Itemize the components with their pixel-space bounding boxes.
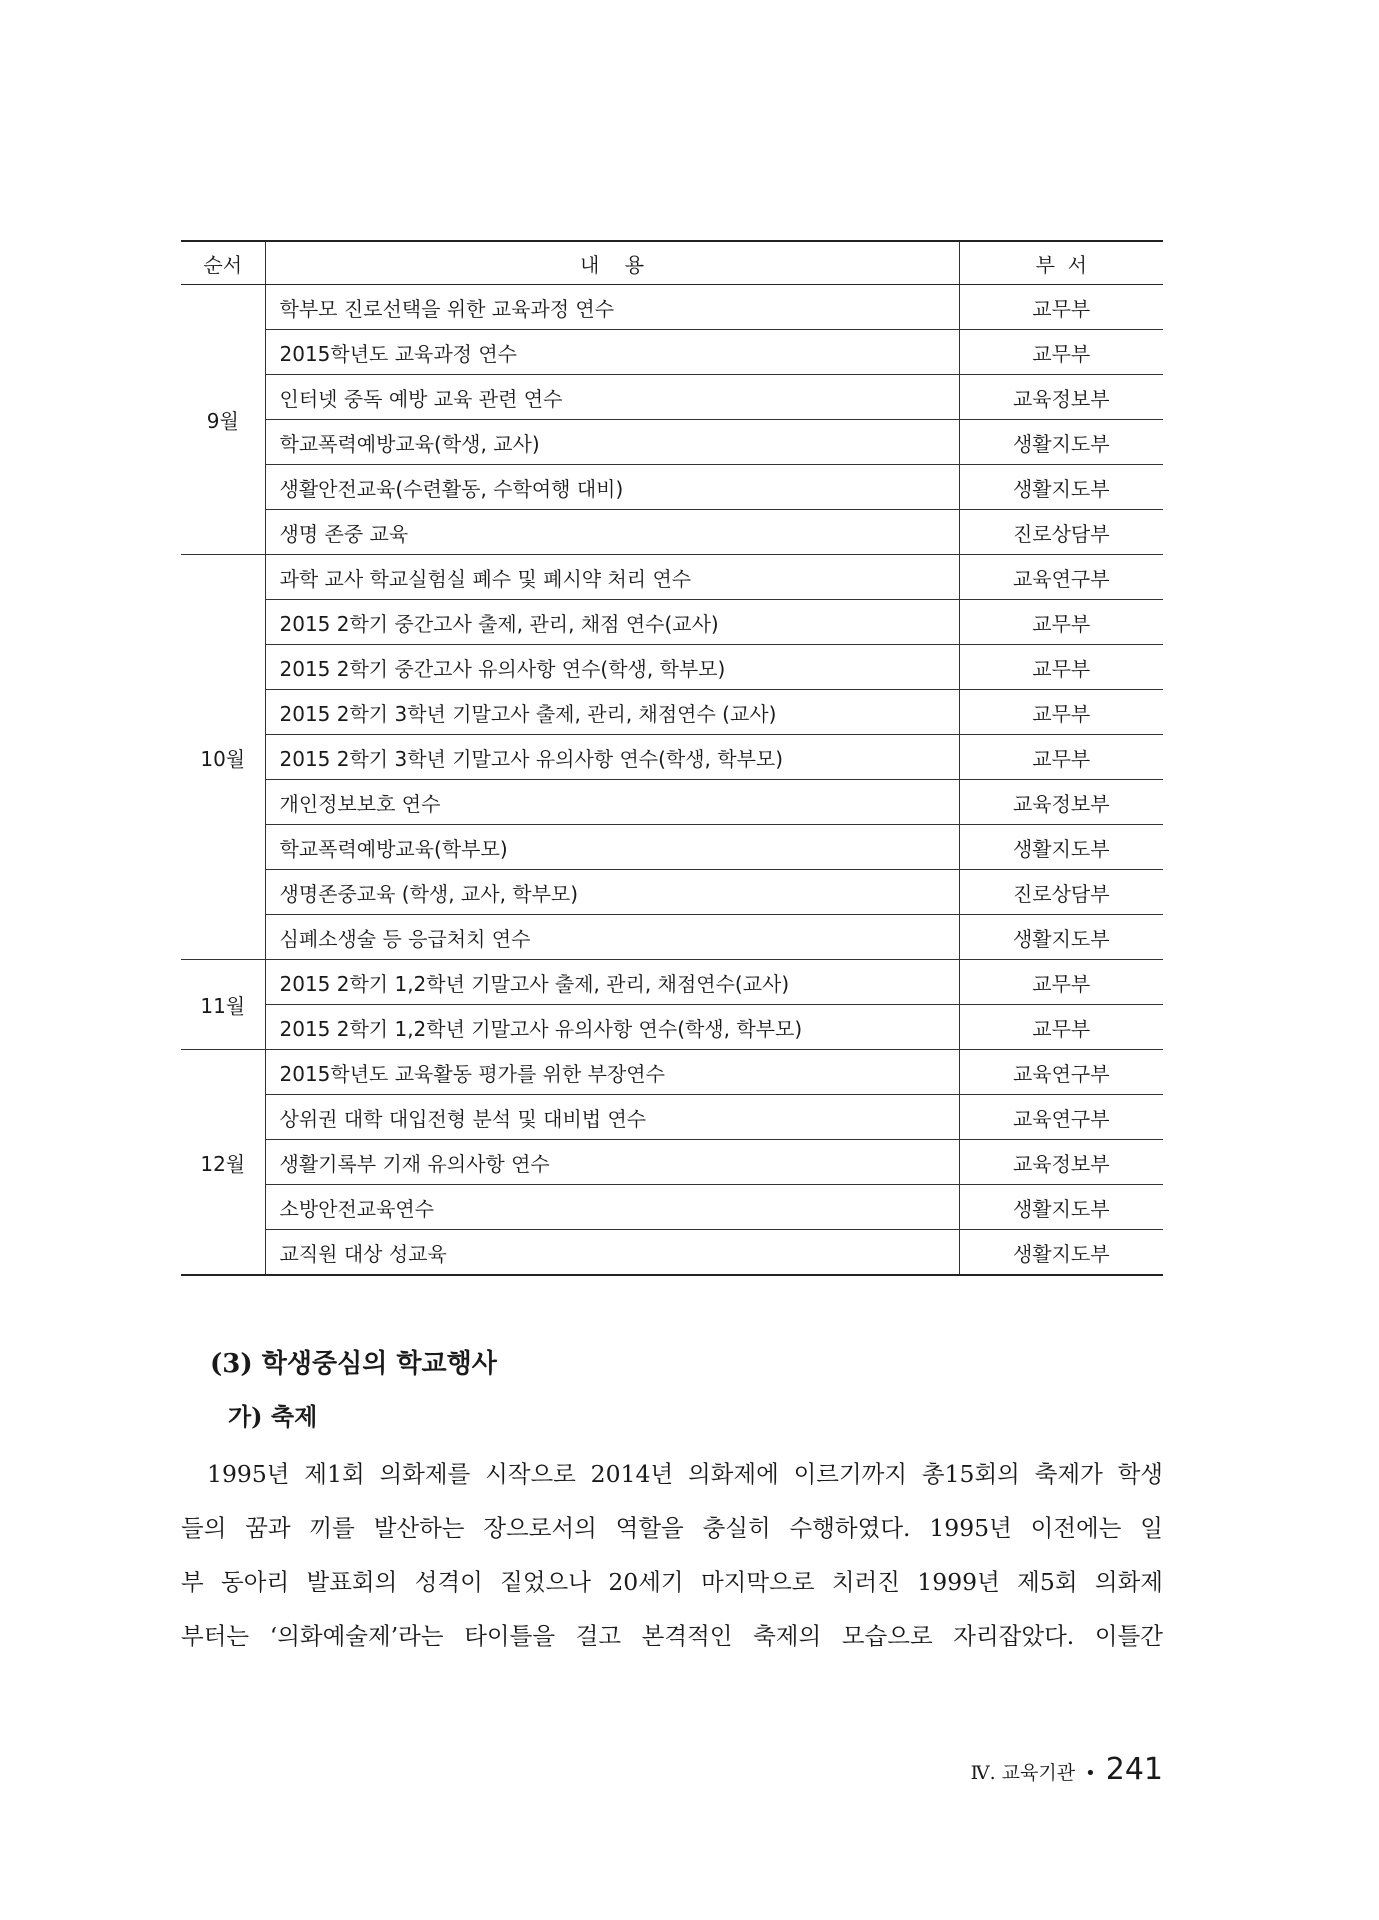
content-cell: 2015 2학기 3학년 기말고사 출제, 관리, 채점연수 (교사) <box>265 690 959 735</box>
header-dept: 부 서 <box>959 241 1163 285</box>
dept-cell: 교육연구부 <box>959 555 1163 600</box>
dept-cell: 교무부 <box>959 690 1163 735</box>
content-cell: 심폐소생술 등 응급처치 연수 <box>265 915 959 960</box>
month-cell: 12월 <box>181 1050 265 1276</box>
table-row <box>181 1050 1163 1095</box>
dept-cell: 교무부 <box>959 735 1163 780</box>
table-row <box>181 825 1163 870</box>
body-paragraph <box>181 1447 1163 1663</box>
content-cell: 과학 교사 학교실험실 폐수 및 폐시약 처리 연수 <box>265 555 959 600</box>
content-cell: 생활안전교육(수련활동, 수학여행 대비) <box>265 465 959 510</box>
content-cell: 학교폭력예방교육(학부모) <box>265 825 959 870</box>
dept-cell: 교무부 <box>959 645 1163 690</box>
table-row <box>181 330 1163 375</box>
dept-cell: 교육연구부 <box>959 1095 1163 1140</box>
month-cell: 11월 <box>181 960 265 1050</box>
page-footer <box>971 1752 1163 1787</box>
table-row <box>181 870 1163 915</box>
table-header-row <box>181 241 1163 285</box>
content-cell: 상위권 대학 대입전형 분석 및 대비법 연수 <box>265 1095 959 1140</box>
paragraph-line: 1995년 제1회 의화제를 시작으로 2014년 의화제에 이르기까지 총15회의 축제가 학생 <box>207 1460 1163 1488</box>
table-row <box>181 1005 1163 1050</box>
table-row <box>181 285 1163 330</box>
content-cell: 학교폭력예방교육(학생, 교사) <box>265 420 959 465</box>
dept-cell: 교무부 <box>959 960 1163 1005</box>
table-row <box>181 555 1163 600</box>
content-cell: 2015학년도 교육활동 평가를 위한 부장연수 <box>265 1050 959 1095</box>
table-row <box>181 735 1163 780</box>
footer-separator: • <box>1085 1763 1096 1784</box>
content-cell: 2015 2학기 3학년 기말고사 유의사항 연수(학생, 학부모) <box>265 735 959 780</box>
dept-cell: 생활지도부 <box>959 1185 1163 1230</box>
table-row <box>181 960 1163 1005</box>
dept-cell: 교육연구부 <box>959 1050 1163 1095</box>
table-row <box>181 375 1163 420</box>
schedule-body <box>181 285 1163 1276</box>
dept-cell: 교무부 <box>959 285 1163 330</box>
section-heading: (3) 학생중심의 학교행사 <box>210 1349 497 1379</box>
table-row <box>181 600 1163 645</box>
footer-chapter: Ⅳ. 교육기관 <box>970 1762 1076 1784</box>
table-row <box>181 420 1163 465</box>
content-cell: 소방안전교육연수 <box>265 1185 959 1230</box>
dept-cell: 진로상담부 <box>959 870 1163 915</box>
content-cell: 2015학년도 교육과정 연수 <box>265 330 959 375</box>
month-cell: 10월 <box>181 555 265 960</box>
month-cell: 9월 <box>181 285 265 555</box>
content-cell: 2015 2학기 중간고사 유의사항 연수(학생, 학부모) <box>265 645 959 690</box>
content-cell: 2015 2학기 1,2학년 기말고사 출제, 관리, 채점연수(교사) <box>265 960 959 1005</box>
dept-cell: 생활지도부 <box>959 465 1163 510</box>
content-cell: 교직원 대상 성교육 <box>265 1230 959 1276</box>
dept-cell: 생활지도부 <box>959 825 1163 870</box>
table-row <box>181 690 1163 735</box>
header-content: 내 용 <box>265 241 959 285</box>
content-cell: 생활기록부 기재 유의사항 연수 <box>265 1140 959 1185</box>
dept-cell: 생활지도부 <box>959 420 1163 465</box>
content-cell: 2015 2학기 1,2학년 기말고사 유의사항 연수(학생, 학부모) <box>265 1005 959 1050</box>
dept-cell: 교육정보부 <box>959 1140 1163 1185</box>
table-row <box>181 780 1163 825</box>
dept-cell: 교무부 <box>959 600 1163 645</box>
dept-cell: 생활지도부 <box>959 915 1163 960</box>
content-cell: 학부모 진로선택을 위한 교육과정 연수 <box>265 285 959 330</box>
page-number: 241 <box>1105 1752 1163 1787</box>
content-cell: 생명존중교육 (학생, 교사, 학부모) <box>265 870 959 915</box>
table-row <box>181 1185 1163 1230</box>
content-cell: 생명 존중 교육 <box>265 510 959 555</box>
header-order: 순서 <box>181 241 265 285</box>
content-cell: 2015 2학기 중간고사 출제, 관리, 채점 연수(교사) <box>265 600 959 645</box>
table-row <box>181 915 1163 960</box>
dept-cell: 진로상담부 <box>959 510 1163 555</box>
dept-cell: 교육정보부 <box>959 375 1163 420</box>
dept-cell: 교육정보부 <box>959 780 1163 825</box>
dept-cell: 교무부 <box>959 330 1163 375</box>
paragraph-line: 부 동아리 발표회의 성격이 짙었으나 20세기 마지막으로 치러진 1999년 제5회 의화제 <box>181 1568 1163 1596</box>
table-row <box>181 465 1163 510</box>
content-cell: 인터넷 중독 예방 교육 관련 연수 <box>265 375 959 420</box>
schedule-table <box>181 240 1163 1276</box>
paragraph-line: 부터는 ‘의화예술제’라는 타이틀을 걸고 본격적인 축제의 모습으로 자리잡았다. 이틀간 <box>181 1622 1163 1650</box>
paragraph-line: 들의 꿈과 끼를 발산하는 장으로서의 역할을 충실히 수행하였다. 1995년 이전에는 일 <box>181 1514 1163 1542</box>
dept-cell: 교무부 <box>959 1005 1163 1050</box>
dept-cell: 생활지도부 <box>959 1230 1163 1276</box>
table-row <box>181 1140 1163 1185</box>
content-cell: 개인정보보호 연수 <box>265 780 959 825</box>
sub-heading: 가) 축제 <box>228 1402 318 1431</box>
table-row <box>181 1230 1163 1276</box>
table-row <box>181 510 1163 555</box>
table-row <box>181 645 1163 690</box>
table-row <box>181 1095 1163 1140</box>
